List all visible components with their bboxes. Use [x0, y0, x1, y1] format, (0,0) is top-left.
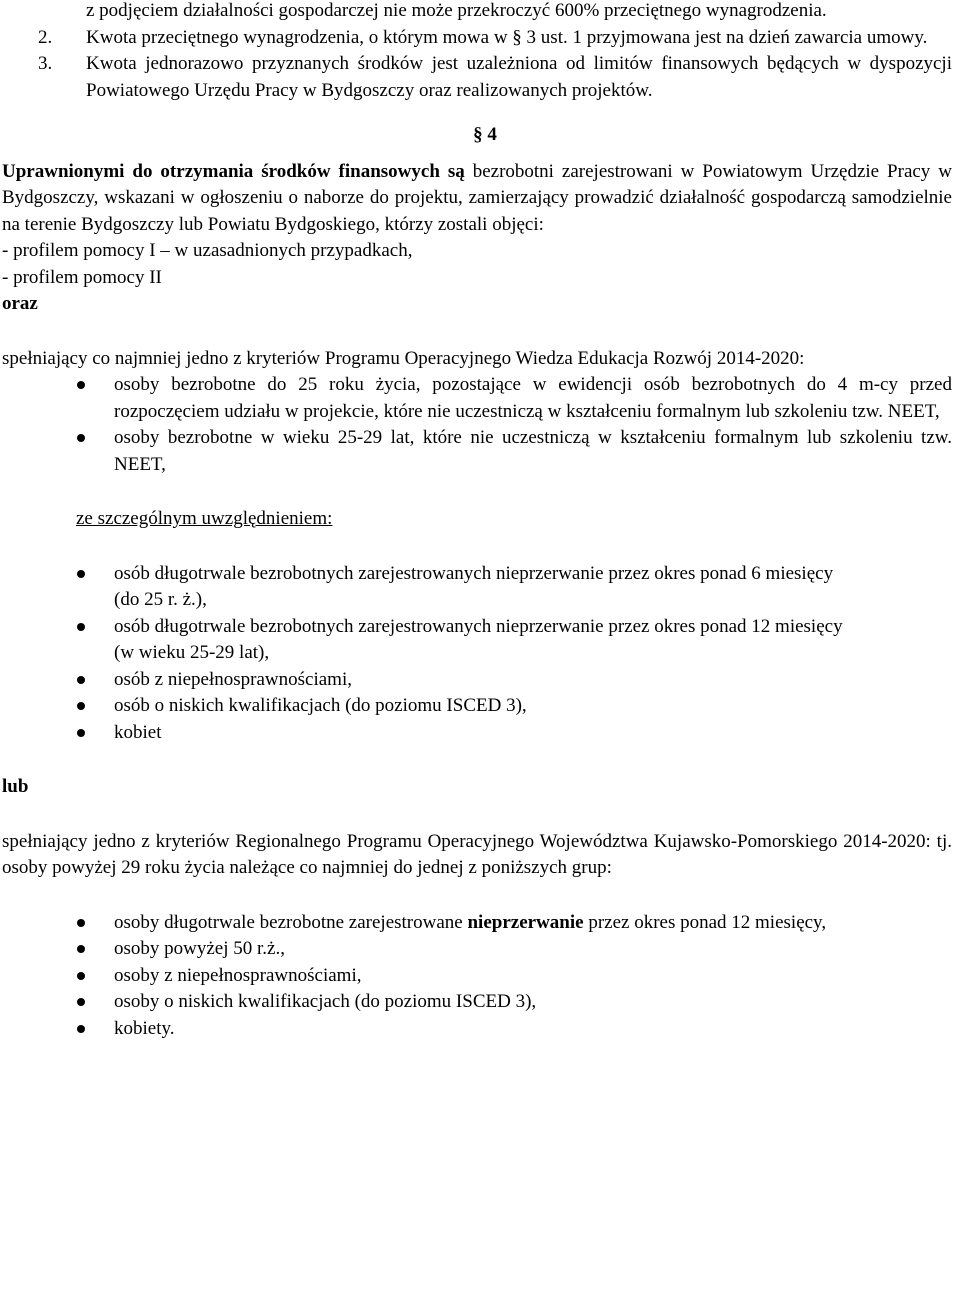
list-item-text: kobiet — [114, 721, 162, 743]
profile-line-2: - profilem pomocy II — [2, 266, 162, 288]
numbered-item-3 — [0, 51, 960, 104]
bullet-icon — [77, 729, 85, 737]
list-item — [0, 936, 960, 963]
list-item-text-post: przez okres ponad 12 miesięcy, — [583, 911, 827, 933]
spacer — [0, 882, 960, 910]
bullet-icon — [77, 945, 85, 953]
list-item-text: osoby o niskich kwalifikacjach (do poziomu ISCED 3), — [114, 991, 537, 1012]
spacer — [0, 478, 960, 506]
spacer — [0, 746, 960, 774]
list-item-text: osoby bezrobotne do 25 roku życia, pozostające w ewidencji osób bezrobotnych do 4 m-cy przed rozpoczęciem udziału w projekcie, które nie uczestniczą w kształceniu formalnym lub szkoleniu tzw. NEET, — [114, 374, 952, 422]
list-item-text: kobiety. — [114, 1017, 175, 1039]
bullet-icon — [77, 434, 85, 442]
bullet-icon — [77, 381, 85, 389]
list-item-text-pre: osoby długotrwale bezrobotne zarejestrowane — [114, 911, 468, 933]
bullet-icon — [77, 972, 85, 980]
spacer — [0, 801, 960, 829]
bullet-icon — [77, 623, 85, 631]
list-item — [0, 1016, 960, 1043]
bullet-icon — [77, 1025, 85, 1033]
list-item — [0, 667, 960, 694]
list-item-text: osoby z niepełnosprawnościami, — [114, 964, 362, 986]
criteria-list — [0, 372, 960, 478]
list-item-text: osoby powyżej 50 r.ż., — [114, 938, 285, 959]
special-heading-row — [0, 506, 960, 533]
section-heading: § 4 — [473, 124, 497, 145]
item-text: Kwota jednorazowo przyznanych środków jest uzależniona od limitów finansowych będących w dyspozycji Powiatowego Urzędu Pracy w Bydgoszczy oraz realizowanych projektów. — [86, 53, 952, 101]
item-text: Kwota przeciętnego wynagrodzenia, o którym mowa w § 3 ust. 1 przyjmowana jest na dzień zawarcia umowy. — [86, 26, 928, 48]
list-item-text-bold: nieprzerwanie — [467, 911, 584, 933]
spacer — [0, 533, 960, 561]
list-item-text: osób o niskich kwalifikacjach (do poziomu ISCED 3), — [114, 695, 527, 716]
bullet-icon — [77, 919, 85, 927]
lub-connector: lub — [2, 776, 29, 797]
list-item-text: osób długotrwale bezrobotnych zarejestrowanych nieprzerwanie przez okres ponad 12 miesięcy — [114, 615, 843, 637]
list-item — [0, 910, 960, 937]
rpo-list — [0, 910, 960, 1043]
list-item-text: osoby bezrobotne w wieku 25-29 lat, które nie uczestniczą w kształceniu formalnym lub szkoleniu tzw. NEET, — [114, 427, 952, 475]
profile-line-1: - profilem pomocy I – w uzasadnionych przypadkach, — [2, 240, 413, 261]
eligibility-paragraph — [0, 159, 960, 239]
oraz-connector: oraz — [2, 293, 38, 314]
bullet-icon — [77, 702, 85, 710]
list-item — [0, 693, 960, 720]
list-item — [0, 614, 960, 667]
list-item — [0, 561, 960, 614]
rpo-intro: spełniający jedno z kryteriów Regionalnego Programu Operacyjnego Województwa Kujawsko-Pomorskiego 2014-2020: tj. osoby powyżej 29 roku życia należące co najmniej do jednej z poniższych grup: — [2, 830, 952, 878]
list-item — [0, 989, 960, 1016]
special-heading: ze szczególnym uwzględnieniem: — [76, 508, 333, 529]
criteria-intro: spełniający co najmniej jedno z kryteriów Programu Operacyjnego Wiedza Edukacja Rozwój 2014-2020: — [2, 347, 805, 369]
bullet-icon — [77, 570, 85, 578]
list-item — [0, 963, 960, 990]
list-item — [0, 372, 960, 425]
spacer — [0, 318, 960, 346]
list-item-subtext: (do 25 r. ż.), — [114, 589, 207, 610]
list-item-text: osób z niepełnosprawnościami, — [114, 668, 352, 690]
bullet-icon — [77, 676, 85, 684]
intro-tail-text: z podjęciem działalności gospodarczej nie może przekroczyć 600% przeciętnego wynagrodzenia. — [86, 0, 827, 21]
list-item-text: osób długotrwale bezrobotnych zarejestrowanych nieprzerwanie przez okres ponad 6 miesięcy — [114, 562, 834, 584]
item-number: 2. — [38, 26, 53, 48]
special-list — [0, 561, 960, 747]
eligibility-intro-bold: Uprawnionymi do otrzymania środków finansowych są — [2, 160, 465, 182]
bullet-icon — [77, 998, 85, 1006]
list-item — [0, 425, 960, 478]
eligibility-intro-rest: bezrobotni zarejestrowani w Powiatowym Urzędzie Pracy w Bydgoszczy, wskazani w ogłoszeniu o naborze do projektu, zamierzający prowadzić działalność gospodarczą samodzielnie na terenie Bydgoszczy lub Powiatu Bydgoskiego, którzy zostali objęci: — [2, 160, 952, 235]
item-number: 3. — [38, 53, 53, 74]
list-item-subtext: (w wieku 25-29 lat), — [114, 642, 270, 663]
list-item — [0, 720, 960, 747]
numbered-item-2 — [0, 25, 960, 52]
